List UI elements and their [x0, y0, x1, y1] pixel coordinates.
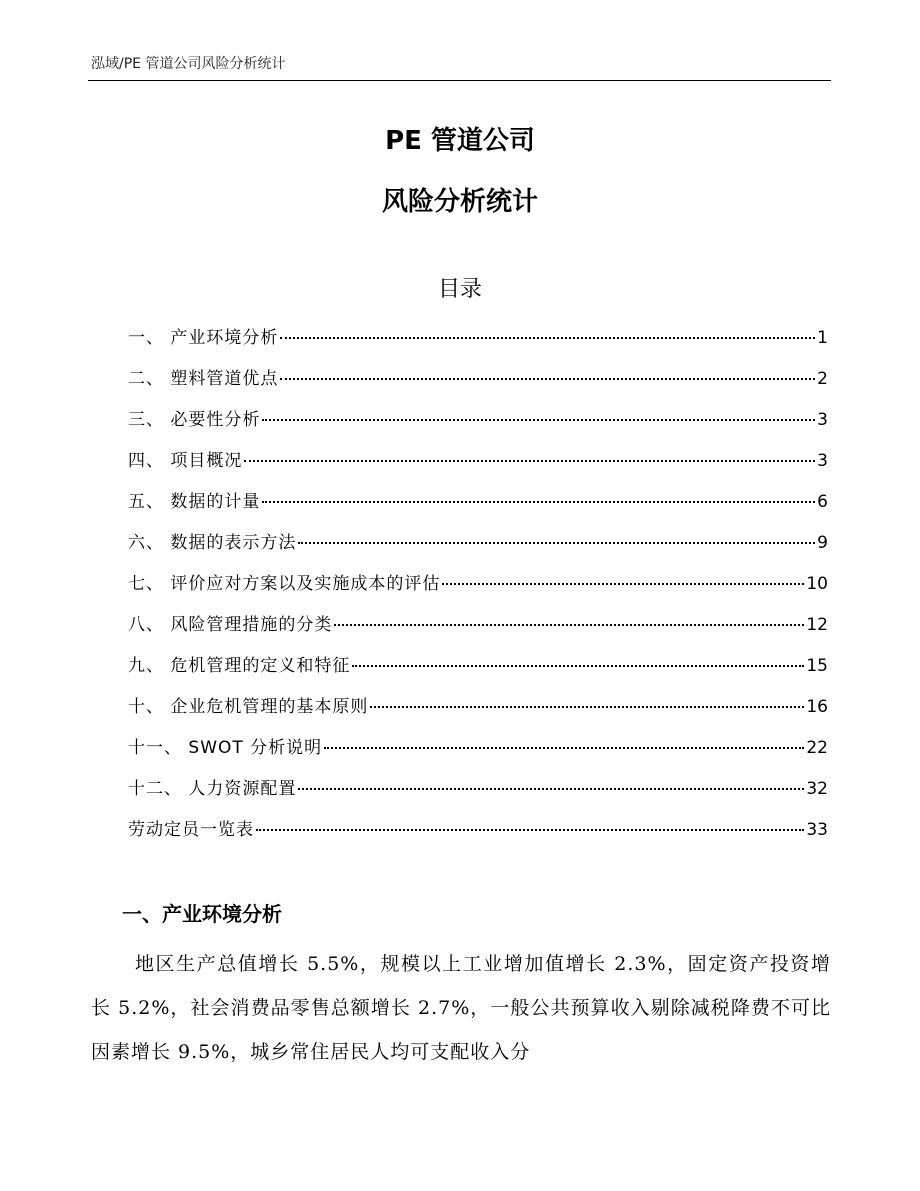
toc-dot-leader: [298, 542, 815, 544]
toc-entry[interactable]: [128, 448, 828, 489]
toc-entry[interactable]: [128, 530, 828, 571]
toc-entry-page-number: 33: [806, 820, 828, 840]
toc-dot-leader: [298, 788, 804, 790]
table-of-contents: [128, 325, 828, 858]
toc-entry-label: 劳动定员一览表: [128, 820, 254, 840]
toc-entry-label: 九、 危机管理的定义和特征: [128, 656, 351, 676]
toc-entry[interactable]: [128, 653, 828, 694]
toc-entry[interactable]: [128, 817, 828, 858]
toc-entry-page-number: 15: [806, 656, 828, 676]
toc-entry-page-number: 10: [806, 574, 828, 594]
toc-dot-leader: [280, 337, 815, 339]
toc-entry[interactable]: [128, 694, 828, 735]
toc-entry-label: 一、 产业环境分析: [128, 328, 279, 348]
toc-entry[interactable]: [128, 612, 828, 653]
toc-entry-page-number: 12: [806, 615, 828, 635]
toc-dot-leader: [280, 378, 815, 380]
toc-entry-page-number: 2: [817, 369, 828, 389]
toc-entry-page-number: 16: [806, 697, 828, 717]
toc-entry-label: 十一、 SWOT 分析说明: [128, 738, 323, 758]
header-divider: [88, 80, 831, 81]
toc-entry-label: 三、 必要性分析: [128, 410, 261, 430]
toc-entry-label: 二、 塑料管道优点: [128, 369, 279, 389]
toc-entry[interactable]: [128, 776, 828, 817]
toc-entry-page-number: 22: [806, 738, 828, 758]
toc-entry[interactable]: [128, 366, 828, 407]
toc-dot-leader: [334, 624, 804, 626]
running-header: 泓域/PE 管道公司风险分析统计: [91, 56, 286, 72]
toc-entry-page-number: 32: [806, 779, 828, 799]
toc-entry-label: 五、 数据的计量: [128, 492, 261, 512]
toc-entry-page-number: 1: [817, 328, 828, 348]
document-title-line2: 风险分析统计: [381, 187, 538, 217]
toc-heading: 目录: [437, 277, 482, 302]
toc-entry-page-number: 3: [817, 410, 828, 430]
toc-entry[interactable]: [128, 407, 828, 448]
toc-dot-leader: [256, 829, 804, 831]
body-paragraph: 地区生产总值增长 5.5%，规模以上工业增加值增长 2.3%，固定资产投资增长 5.2%，社会消费品零售总额增长 2.7%，一般公共预算收入剔除减税降费不可比因素增长 9.5%，城乡常住居民人均可支配收入分: [91, 953, 831, 1063]
toc-dot-leader: [244, 460, 815, 462]
toc-entry-page-number: 9: [817, 533, 828, 553]
toc-entry-label: 七、 评价应对方案以及实施成本的评估: [128, 574, 441, 594]
toc-entry-label: 四、 项目概况: [128, 451, 243, 471]
toc-entry[interactable]: [128, 325, 828, 366]
toc-dot-leader: [262, 419, 815, 421]
toc-entry-label: 十、 企业危机管理的基本原则: [128, 697, 369, 717]
toc-entry[interactable]: [128, 735, 828, 776]
toc-entry[interactable]: [128, 489, 828, 530]
toc-dot-leader: [352, 665, 804, 667]
toc-entry-label: 八、 风险管理措施的分类: [128, 615, 333, 635]
toc-entry-label: 六、 数据的表示方法: [128, 533, 297, 553]
toc-entry-label: 十二、 人力资源配置: [128, 779, 297, 799]
toc-dot-leader: [370, 706, 804, 708]
document-title-line1: PE 管道公司: [385, 126, 535, 156]
toc-entry-page-number: 6: [817, 492, 828, 512]
section-heading: 一、产业环境分析: [122, 902, 282, 926]
toc-dot-leader: [262, 501, 815, 503]
toc-dot-leader: [442, 583, 804, 585]
toc-entry[interactable]: [128, 571, 828, 612]
toc-dot-leader: [324, 747, 804, 749]
toc-entry-page-number: 3: [817, 451, 828, 471]
